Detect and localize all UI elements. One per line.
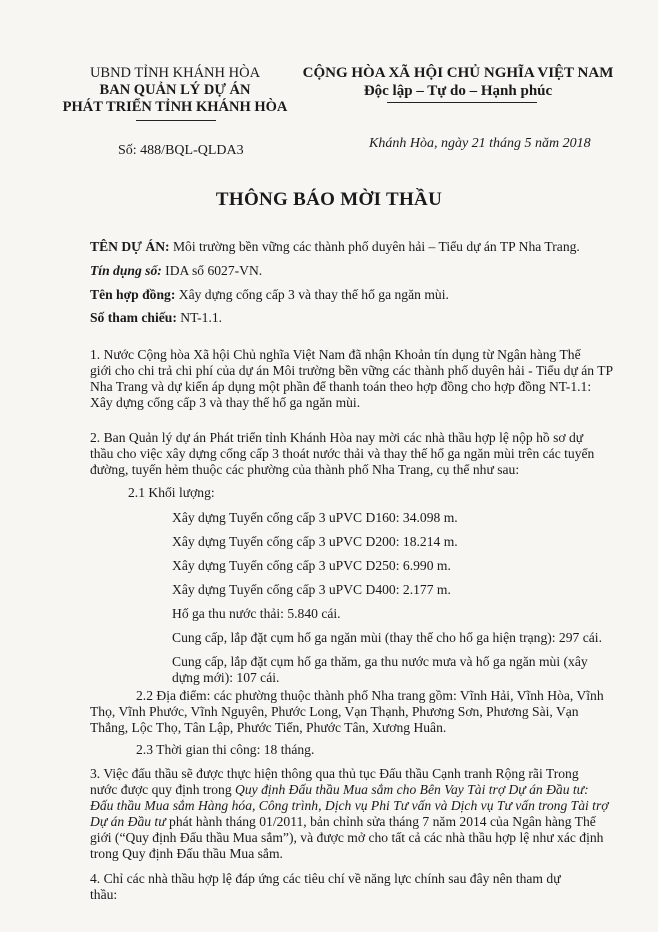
board-line-2: PHÁT TRIỂN TỈNH KHÁNH HÒA xyxy=(62,99,288,115)
national-title: CỘNG HÒA XÃ HỘI CHỦ NGHĨA VIỆT NAM xyxy=(302,65,614,81)
national-title-block xyxy=(302,64,614,100)
list-item-7-line-2: dựng mới): 107 cái. xyxy=(172,670,280,685)
reference-value: NT-1.1. xyxy=(176,310,223,325)
place-date: Khánh Hòa, ngày 21 tháng 5 năm 2018 xyxy=(369,136,591,151)
list-item-7-line-1: Cung cấp, lắp đặt cụm hố ga thăm, ga thu nước mưa và hố ga ngăn mùi (xây xyxy=(172,654,588,669)
section-3-line-2a: nước được quy định trong xyxy=(90,782,236,797)
reference-row xyxy=(90,310,222,326)
section-3-line-2b: Quy định Đấu thầu Mua sắm cho Bên Vay Tài trợ Dự án Đầu tư: xyxy=(235,782,589,797)
issuer-block xyxy=(62,65,288,116)
location-line-2: Thọ, Vĩnh Phước, Vĩnh Nguyên, Phước Long, Vạn Thạnh, Phương Sơn, Phương Sài, Vạn xyxy=(90,704,579,719)
location-line-3: Thắng, Lộc Thọ, Tân Lập, Phước Tiến, Phước Tân, Xương Huân. xyxy=(90,720,447,735)
section-3-line-2 xyxy=(90,782,589,798)
reference-label: Số tham chiếu: xyxy=(90,310,177,325)
project-name-row xyxy=(90,239,580,255)
section-3-line-4b: phát hành tháng 01/2011, bản chỉnh sửa tháng 7 năm 2014 của Ngân hàng Thế xyxy=(165,814,596,829)
section-3-line-1: 3. Việc đấu thầu sẽ được thực hiện thông qua thủ tục Đấu thầu Cạnh tranh Rộng rãi Trong xyxy=(90,766,579,781)
section-1-line-2: giới cho chi trả chi phí của dự án Môi trường bền vững các thành phố duyên hải - Tiểu dự án TP xyxy=(90,363,614,378)
section-2-line-1: 2. Ban Quản lý dự án Phát triển tỉnh Khánh Hòa nay mời các nhà thầu hợp lệ nộp hồ sơ dự xyxy=(90,430,584,445)
motto: Độc lập – Tự do – Hạnh phúc xyxy=(363,83,553,99)
motto-underline xyxy=(387,102,537,103)
document-number: Số: 488/BQL-QLDA3 xyxy=(118,143,244,158)
province-line: UBND TỈNH KHÁNH HÒA xyxy=(89,65,261,81)
list-item: Hố ga thu nước thải: 5.840 cái. xyxy=(172,606,341,621)
section-3-line-6: trong Quy định Đấu thầu Mua sắm. xyxy=(90,846,283,861)
duration-line: 2.3 Thời gian thi công: 18 tháng. xyxy=(136,742,315,757)
section-2-line-3: đường, tuyến hẻm thuộc các phường của thành phố Nha Trang, cụ thể như sau: xyxy=(90,462,520,477)
section-1-line-4: Xây dựng cống cấp 3 và thay thế hố ga ngăn mùi. xyxy=(90,395,361,410)
list-item: Xây dựng Tuyến cống cấp 3 uPVC D400: 2.177 m. xyxy=(172,582,451,597)
credit-value: IDA số 6027-VN. xyxy=(161,263,263,278)
section-1-line-1: 1. Nước Cộng hòa Xã hội Chủ nghĩa Việt Nam đã nhận Khoản tín dụng từ Ngân hàng Thế xyxy=(90,347,581,362)
section-4-line-2: thầu: xyxy=(90,887,118,902)
section-3-line-4a: Dự án Đầu tư xyxy=(90,814,166,829)
project-label: TÊN DỰ ÁN: xyxy=(90,239,170,254)
list-item: Cung cấp, lắp đặt cụm hố ga ngăn mùi (thay thế cho hố ga hiện trạng): 297 cái. xyxy=(172,630,602,645)
location-line-1: 2.2 Địa điểm: các phường thuộc thành phố Nha trang gồm: Vĩnh Hải, Vĩnh Hòa, Vĩnh xyxy=(136,688,604,703)
page-title: THÔNG BÁO MỜI THẦU xyxy=(215,189,443,210)
contract-label: Tên hợp đồng: xyxy=(90,287,176,302)
list-item: Xây dựng Tuyến cống cấp 3 uPVC D250: 6.990 m. xyxy=(172,558,451,573)
section-3-line-5: giới (“Quy định Đấu thầu Mua sắm”), và được mở cho tất cả các nhà thầu hợp lệ như xác định xyxy=(90,830,604,845)
section-2-line-2: thầu cho việc xây dựng cống cấp 3 thoát nước thải và thay thế hố ga ngăn mùi trên các tuyến xyxy=(90,446,595,461)
section-3-line-4 xyxy=(90,814,596,830)
section-4-line-1: 4. Chỉ các nhà thầu hợp lệ đáp ứng các tiêu chí về năng lực chính sau đây nên tham dự xyxy=(90,871,561,886)
credit-row xyxy=(90,263,262,279)
volume-heading: 2.1 Khối lượng: xyxy=(128,485,215,500)
board-line: BAN QUẢN LÝ DỰ ÁN xyxy=(99,82,251,98)
contract-value: Xây dựng cống cấp 3 và thay thế hố ga ngăn mùi. xyxy=(175,287,449,302)
list-item: Xây dựng Tuyến cống cấp 3 uPVC D200: 18.214 m. xyxy=(172,534,458,549)
section-3-line-3: Đấu thầu Mua sắm Hàng hóa, Công trình, Dịch vụ Phi Tư vấn và Dịch vụ Tư vấn trong Tài trợ xyxy=(90,798,609,813)
project-value: Môi trường bền vững các thành phố duyên hải – Tiểu dự án TP Nha Trang. xyxy=(169,239,580,254)
section-1-line-3: Nha Trang và dự kiến áp dụng một phần để thanh toán theo hợp đồng cho hợp đồng NT-1.1: xyxy=(90,379,592,394)
list-item: Xây dựng Tuyến cống cấp 3 uPVC D160: 34.098 m. xyxy=(172,510,458,525)
issuer-underline xyxy=(136,120,216,121)
credit-label: Tín dụng số: xyxy=(90,263,162,278)
contract-row xyxy=(90,287,449,303)
